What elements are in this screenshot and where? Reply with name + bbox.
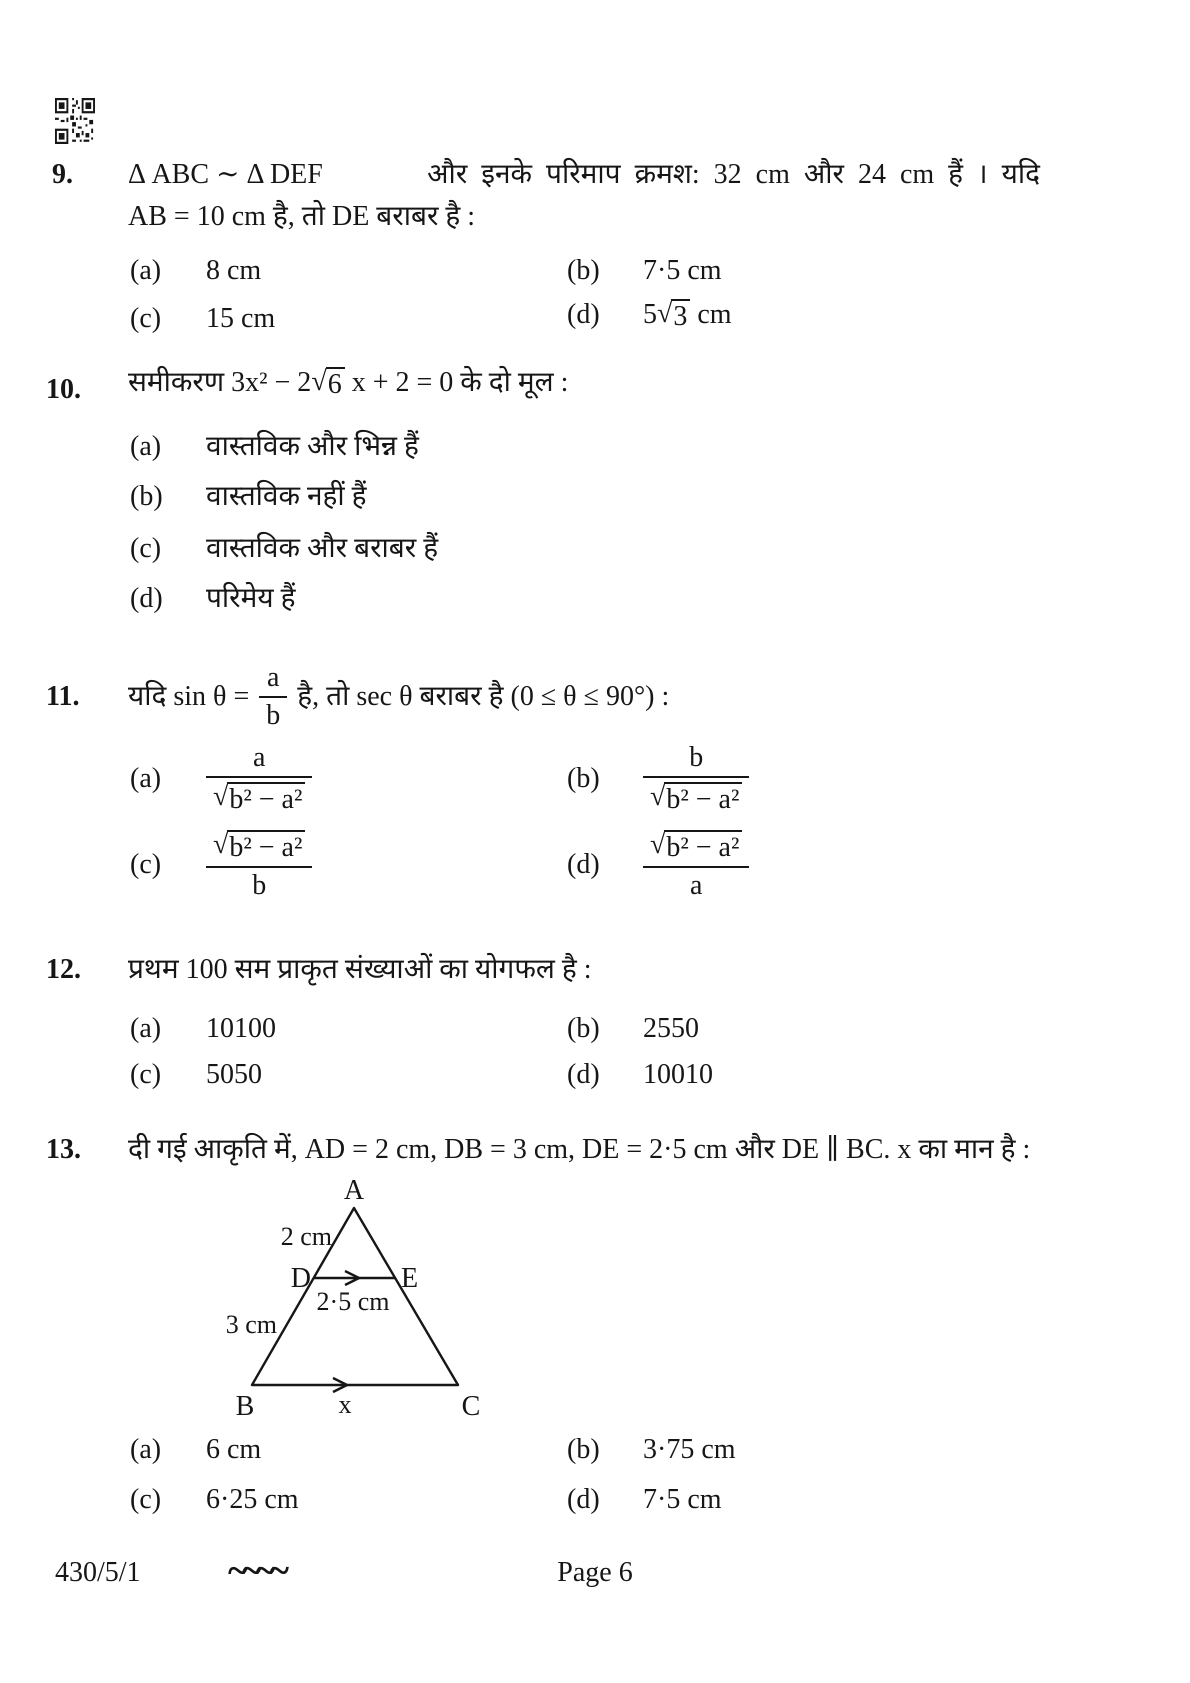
radicand: b² − a² [664, 782, 742, 814]
option-value: 7·5 cm [643, 1484, 722, 1515]
fraction [259, 664, 287, 730]
option-label: (b) [567, 763, 600, 795]
option-label: (d) [130, 583, 163, 614]
fraction-numerator: a [267, 662, 280, 693]
option-value: 5050 [206, 1059, 262, 1090]
question-9-math-part: Δ ABC ∼ Δ DEF [128, 159, 323, 190]
page-number: Page 6 [557, 1557, 633, 1588]
radicand: b² − a² [227, 782, 305, 814]
option-value: परिमेय हैं [206, 583, 296, 614]
coefficient: 5 [643, 299, 657, 330]
question-11-text [128, 662, 669, 732]
vertex-b-label: B [235, 1391, 255, 1422]
option-label: (c) [130, 849, 162, 881]
question-9-text-line1 [128, 158, 1040, 192]
fraction-denominator [206, 782, 312, 814]
radicand: b² − a² [664, 830, 742, 862]
q13-option-a [130, 1433, 261, 1467]
q13-option-c [130, 1483, 299, 1517]
statement-start: यदि sin θ = [128, 681, 250, 713]
option-label: (d) [567, 849, 600, 881]
fraction-bar [206, 776, 312, 778]
fraction-denominator [643, 782, 749, 814]
q12-option-d [567, 1058, 713, 1092]
question-13-number: 13. [46, 1134, 81, 1165]
length-ad-label: 2 cm [280, 1222, 332, 1251]
length-de-label: 2·5 cm [316, 1287, 390, 1316]
squiggle-separator: ~~~~ [228, 1550, 284, 1592]
option-label: (d) [567, 299, 600, 330]
option-value: वास्तविक और भिन्न हैं [206, 431, 419, 462]
q13-figure [185, 1173, 495, 1425]
q9-option-b [567, 254, 722, 288]
option-value [643, 298, 732, 332]
q11-option-a [130, 744, 312, 814]
vertex-c-label: C [461, 1391, 481, 1422]
option-value: 6·25 cm [206, 1484, 299, 1515]
equation-start: समीकरण 3x² − 2 [128, 367, 312, 398]
question-12-text: प्रथम 100 सम प्राकृत संख्याओं का योगफल है : [128, 954, 592, 985]
question-10-number: 10. [46, 374, 81, 405]
radical-sign: √ [311, 365, 327, 397]
fraction-bar [643, 866, 749, 868]
option-label: (a) [130, 1013, 162, 1044]
fraction-denominator: a [689, 870, 703, 902]
option-value: 7·5 cm [643, 255, 722, 286]
q12-option-b [567, 1012, 699, 1046]
square-root [657, 299, 690, 331]
option-value: 15 cm [206, 303, 276, 334]
equation-end: x + 2 = 0 के दो मूल : [351, 367, 569, 398]
option-value: 8 cm [206, 255, 262, 286]
option-fraction [206, 744, 312, 814]
option-label: (a) [130, 431, 162, 462]
fraction-numerator [643, 830, 749, 862]
option-fraction [643, 830, 749, 900]
q13-option-d [567, 1483, 722, 1517]
option-label: (c) [130, 533, 162, 564]
question-13-text: दी गई आकृति में, AD = 2 cm, DB = 3 cm, DE = 2·5 cm और DE ∥ BC. x का मान है : [128, 1134, 1031, 1165]
option-value: 10100 [206, 1013, 276, 1044]
q9-option-d [567, 298, 732, 332]
option-label: (c) [130, 1484, 162, 1515]
fraction-numerator [206, 830, 312, 862]
q10-option-d [130, 582, 295, 616]
option-label: (b) [567, 1434, 600, 1465]
option-label: (c) [130, 1059, 162, 1090]
q11-option-b [567, 744, 749, 814]
q10-option-b [130, 480, 367, 514]
option-label: (a) [130, 763, 162, 795]
question-9-text-line2: AB = 10 cm है, तो DE बराबर है : [128, 201, 476, 232]
option-label: (d) [567, 1484, 600, 1515]
radicand: b² − a² [227, 830, 305, 862]
option-label: (b) [130, 481, 163, 512]
option-value: 6 cm [206, 1434, 262, 1465]
radicand: 3 [671, 299, 690, 331]
fraction-denominator: b [266, 700, 281, 731]
option-value: वास्तविक नहीं हैं [206, 481, 367, 512]
option-value: 3·75 cm [643, 1434, 736, 1465]
option-value: 10010 [643, 1059, 713, 1090]
radical-sign: √ [213, 781, 229, 812]
fraction-denominator: b [252, 870, 267, 902]
q10-option-c [130, 532, 438, 566]
option-label: (c) [130, 303, 162, 334]
option-label: (b) [567, 1013, 600, 1044]
option-label: (b) [567, 255, 600, 286]
q11-option-c [130, 830, 312, 900]
paper-code: 430/5/1 [55, 1557, 141, 1588]
vertex-a-label: A [343, 1175, 365, 1206]
point-d-label: D [290, 1263, 311, 1294]
question-11-number: 11. [46, 681, 80, 712]
option-value: वास्तविक और बराबर हैं [206, 533, 439, 564]
q9-option-c [130, 302, 275, 336]
length-db-label: 3 cm [225, 1310, 277, 1339]
radical-sign: √ [213, 829, 229, 860]
question-9-hindi-part: और इनके परिमाप क्रमश: 32 cm और 24 cm हैं । यदि [427, 159, 1040, 190]
fraction-bar [643, 776, 749, 778]
question-9-number: 9. [52, 159, 73, 190]
point-e-label: E [401, 1263, 419, 1294]
q9-option-a [130, 254, 261, 288]
unit: cm [697, 299, 732, 330]
q12-option-a [130, 1012, 276, 1046]
question-10-text [128, 366, 568, 400]
fraction-bar [259, 696, 287, 698]
length-bc-label: x [338, 1390, 352, 1419]
option-value: 2550 [643, 1013, 699, 1044]
option-fraction [643, 744, 749, 814]
radical-sign: √ [657, 297, 673, 329]
q12-option-c [130, 1058, 262, 1092]
q13-option-b [567, 1433, 736, 1467]
fraction-numerator: a [252, 742, 266, 773]
radicand: 6 [326, 367, 345, 399]
option-label: (d) [567, 1059, 600, 1090]
fraction-numerator: b [689, 742, 704, 773]
fraction-bar [206, 866, 312, 868]
option-fraction [206, 830, 312, 900]
qr-code [55, 98, 95, 144]
question-12-number: 12. [46, 954, 81, 985]
option-label: (a) [130, 1434, 162, 1465]
radical-sign: √ [650, 781, 666, 812]
q11-option-d [567, 830, 749, 900]
option-label: (a) [130, 255, 162, 286]
q10-option-a [130, 430, 419, 464]
square-root [311, 367, 344, 399]
statement-end: है, तो sec θ बराबर है (0 ≤ θ ≤ 90°) : [297, 681, 670, 713]
radical-sign: √ [650, 829, 666, 860]
